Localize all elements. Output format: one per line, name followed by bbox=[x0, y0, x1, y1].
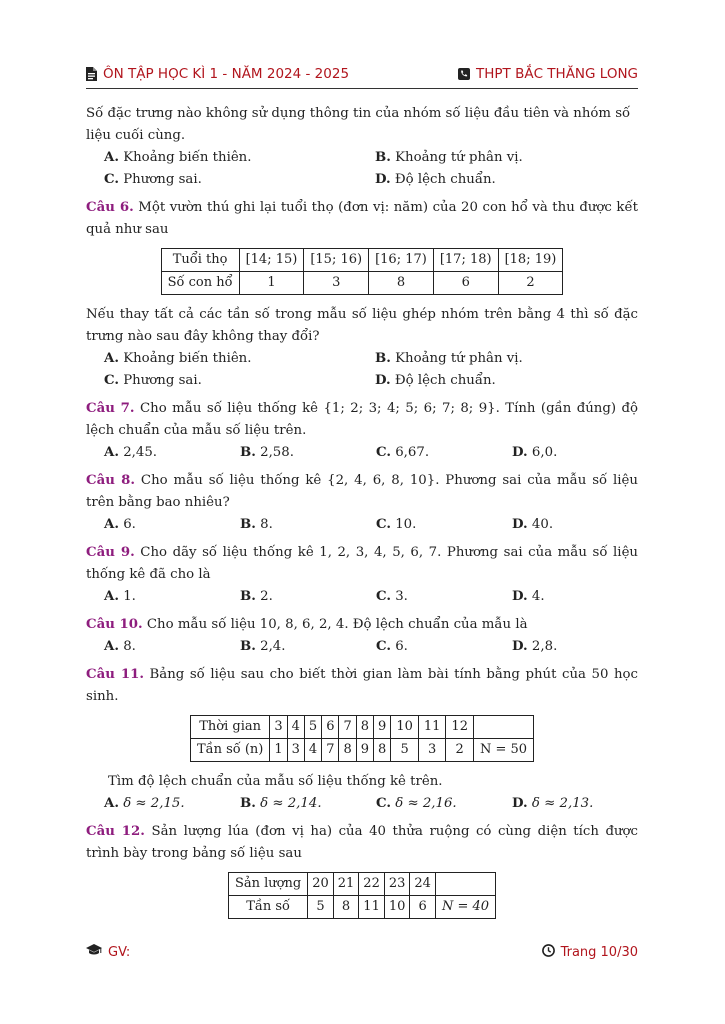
question-text: Cho mẫu số liệu thống kê {1; 2; 3; 4; 5; 6; 7; 8; 9}. Tính (gần đúng) độ lệch chuẩn của mẫu số liệu trên. bbox=[86, 401, 638, 438]
table-cell: 9 bbox=[374, 716, 391, 739]
option-d[interactable]: D. 4. bbox=[512, 589, 545, 604]
question-text: Số đặc trưng nào không sử dụng thông tin của nhóm số liệu đầu tiên và nhóm số liệu cuối cùng. bbox=[86, 106, 631, 143]
rice-yield-table bbox=[228, 872, 496, 919]
question-text: Cho dãy số liệu thống kê 1, 2, 3, 4, 5, 6, 7. Phương sai của mẫu số liệu thống kê đã cho là bbox=[86, 545, 638, 582]
option-d[interactable]: D. Độ lệch chuẩn. bbox=[375, 373, 496, 388]
table-cell: 20 bbox=[308, 873, 334, 896]
option-b[interactable]: B. δ ≈ 2,14. bbox=[240, 796, 322, 811]
question-10 bbox=[86, 614, 638, 658]
table-cell: 2 bbox=[446, 739, 474, 762]
table-cell bbox=[473, 716, 533, 739]
option-c[interactable]: C. 6,67. bbox=[376, 445, 430, 460]
question-text: Sản lượng lúa (đơn vị ha) của 40 thửa ruộng có cùng diện tích được trình bày trong bảng số liệu sau bbox=[86, 824, 638, 861]
question-label: Câu 11. bbox=[86, 667, 144, 682]
option-a[interactable]: A. Khoảng biến thiên. bbox=[104, 351, 252, 366]
table-cell: 8 bbox=[339, 739, 356, 762]
answer-options bbox=[86, 636, 638, 658]
table-cell: 3 bbox=[287, 739, 304, 762]
table-cell: 10 bbox=[391, 716, 419, 739]
table-cell: 5 bbox=[391, 739, 419, 762]
table-cell: 8 bbox=[374, 739, 391, 762]
table-cell: 10 bbox=[384, 896, 410, 919]
question-text: Cho mẫu số liệu 10, 8, 6, 2, 4. Độ lệch chuẩn của mẫu là bbox=[146, 617, 528, 632]
table-cell: 11 bbox=[418, 716, 446, 739]
option-a[interactable]: A. 1. bbox=[104, 589, 136, 604]
table-cell: 3 bbox=[418, 739, 446, 762]
table-cell: 8 bbox=[369, 272, 434, 295]
graduation-cap-icon bbox=[86, 944, 102, 960]
header-left bbox=[86, 66, 349, 82]
option-c[interactable]: C. Phương sai. bbox=[104, 373, 202, 388]
question-9 bbox=[86, 542, 638, 608]
table-cell: 1 bbox=[239, 272, 304, 295]
teacher-label: GV: bbox=[108, 944, 131, 960]
option-b[interactable]: B. 2,58. bbox=[240, 445, 294, 460]
question-8 bbox=[86, 470, 638, 536]
table-cell bbox=[435, 873, 495, 896]
answer-options bbox=[86, 348, 638, 392]
table-cell: Số con hổ bbox=[161, 272, 239, 295]
table-cell: 6 bbox=[433, 272, 498, 295]
clock-icon bbox=[542, 944, 555, 961]
option-d[interactable]: D. 40. bbox=[512, 517, 554, 532]
table-cell: 21 bbox=[333, 873, 359, 896]
question-text: Cho mẫu số liệu thống kê {2, 4, 6, 8, 10}. Phương sai của mẫu số liệu trên bằng bao nhiêu? bbox=[86, 473, 638, 510]
page-number: Trang 10/30 bbox=[560, 944, 638, 960]
document-icon bbox=[86, 67, 97, 81]
table-cell: N = 50 bbox=[473, 739, 533, 762]
answer-options bbox=[86, 514, 638, 536]
question-7 bbox=[86, 398, 638, 464]
table-cell: 3 bbox=[304, 272, 369, 295]
table-cell: 7 bbox=[322, 739, 339, 762]
table-cell: 22 bbox=[359, 873, 385, 896]
question-12 bbox=[86, 821, 638, 919]
table-cell: 4 bbox=[287, 716, 304, 739]
option-a[interactable]: A. Khoảng biến thiên. bbox=[104, 150, 252, 165]
phone-icon bbox=[458, 68, 470, 80]
option-c[interactable]: C. 3. bbox=[376, 589, 408, 604]
footer-right bbox=[542, 944, 638, 961]
table-cell: 9 bbox=[356, 739, 373, 762]
table-cell: N = 40 bbox=[435, 896, 495, 919]
answer-options bbox=[86, 147, 638, 191]
question-11 bbox=[86, 664, 638, 815]
table-cell: Thời gian bbox=[190, 716, 269, 739]
answer-options bbox=[86, 793, 638, 815]
option-a[interactable]: A. 8. bbox=[104, 639, 136, 654]
table-cell: [18; 19) bbox=[498, 249, 563, 272]
question-label: Câu 10. bbox=[86, 617, 143, 632]
footer-left bbox=[86, 944, 130, 960]
table-cell: [15; 16) bbox=[304, 249, 369, 272]
option-d[interactable]: D. Độ lệch chuẩn. bbox=[375, 172, 496, 187]
option-d[interactable]: D. δ ≈ 2,13. bbox=[512, 796, 594, 811]
table-cell: 3 bbox=[270, 716, 287, 739]
question-followup: Nếu thay tất cả các tần số trong mẫu số liệu ghép nhóm trên bằng 4 thì số đặc trưng nào sau đây không thay đổi? bbox=[86, 307, 638, 344]
page-header bbox=[86, 66, 638, 89]
table-cell: 6 bbox=[322, 716, 339, 739]
table-cell: [14; 15) bbox=[239, 249, 304, 272]
option-d[interactable]: D. 6,0. bbox=[512, 445, 558, 460]
table-cell: 12 bbox=[446, 716, 474, 739]
table-cell: Tần số bbox=[228, 896, 307, 919]
option-a[interactable]: A. 2,45. bbox=[104, 445, 158, 460]
school-name: THPT BẮC THĂNG LONG bbox=[476, 66, 638, 82]
option-b[interactable]: B. 8. bbox=[240, 517, 273, 532]
table-cell: Sản lượng bbox=[228, 873, 307, 896]
option-c[interactable]: C. Phương sai. bbox=[104, 172, 202, 187]
table-cell: [17; 18) bbox=[433, 249, 498, 272]
question-label: Câu 12. bbox=[86, 824, 145, 839]
table-cell: 23 bbox=[384, 873, 410, 896]
option-b[interactable]: B. 2. bbox=[240, 589, 273, 604]
option-c[interactable]: C. δ ≈ 2,16. bbox=[376, 796, 457, 811]
question-label: Câu 8. bbox=[86, 473, 136, 488]
question-followup: Tìm độ lệch chuẩn của mẫu số liệu thống kê trên. bbox=[108, 774, 443, 789]
table-cell: Tuổi thọ bbox=[161, 249, 239, 272]
table-cell: 2 bbox=[498, 272, 563, 295]
option-c[interactable]: C. 10. bbox=[376, 517, 417, 532]
question-5-continued bbox=[86, 103, 638, 191]
option-d[interactable]: D. 2,8. bbox=[512, 639, 558, 654]
answer-options bbox=[86, 442, 638, 464]
option-a[interactable]: A. δ ≈ 2,15. bbox=[104, 796, 185, 811]
option-c[interactable]: C. 6. bbox=[376, 639, 408, 654]
question-6 bbox=[86, 197, 638, 392]
table-cell: 5 bbox=[308, 896, 334, 919]
table-cell: 6 bbox=[410, 896, 436, 919]
table-cell: 4 bbox=[304, 739, 321, 762]
table-cell: 8 bbox=[333, 896, 359, 919]
option-b[interactable]: B. 2,4. bbox=[240, 639, 286, 654]
question-label: Câu 7. bbox=[86, 401, 135, 416]
table-cell: [16; 17) bbox=[369, 249, 434, 272]
option-a[interactable]: A. 6. bbox=[104, 517, 136, 532]
table-cell: 8 bbox=[356, 716, 373, 739]
question-text: Bảng số liệu sau cho biết thời gian làm bài tính bằng phút của 50 học sinh. bbox=[86, 667, 638, 704]
table-cell: Tần số (n) bbox=[190, 739, 269, 762]
table-cell: 11 bbox=[359, 896, 385, 919]
header-right bbox=[458, 66, 638, 82]
question-label: Câu 9. bbox=[86, 545, 135, 560]
table-cell: 24 bbox=[410, 873, 436, 896]
lifespan-table bbox=[161, 248, 564, 295]
table-cell: 1 bbox=[270, 739, 287, 762]
answer-options bbox=[86, 586, 638, 608]
option-b[interactable]: B. Khoảng tứ phân vị. bbox=[375, 150, 523, 165]
question-text: Một vườn thú ghi lại tuổi thọ (đơn vị: năm) của 20 con hổ và thu được kết quả như sau bbox=[86, 200, 638, 237]
option-b[interactable]: B. Khoảng tứ phân vị. bbox=[375, 351, 523, 366]
table-cell: 7 bbox=[339, 716, 356, 739]
time-frequency-table bbox=[190, 715, 534, 762]
header-title: ÔN TẬP HỌC KÌ 1 - NĂM 2024 - 2025 bbox=[103, 66, 350, 82]
question-label: Câu 6. bbox=[86, 200, 134, 215]
page-content bbox=[86, 103, 638, 928]
table-cell: 5 bbox=[304, 716, 321, 739]
page-footer bbox=[86, 942, 638, 962]
